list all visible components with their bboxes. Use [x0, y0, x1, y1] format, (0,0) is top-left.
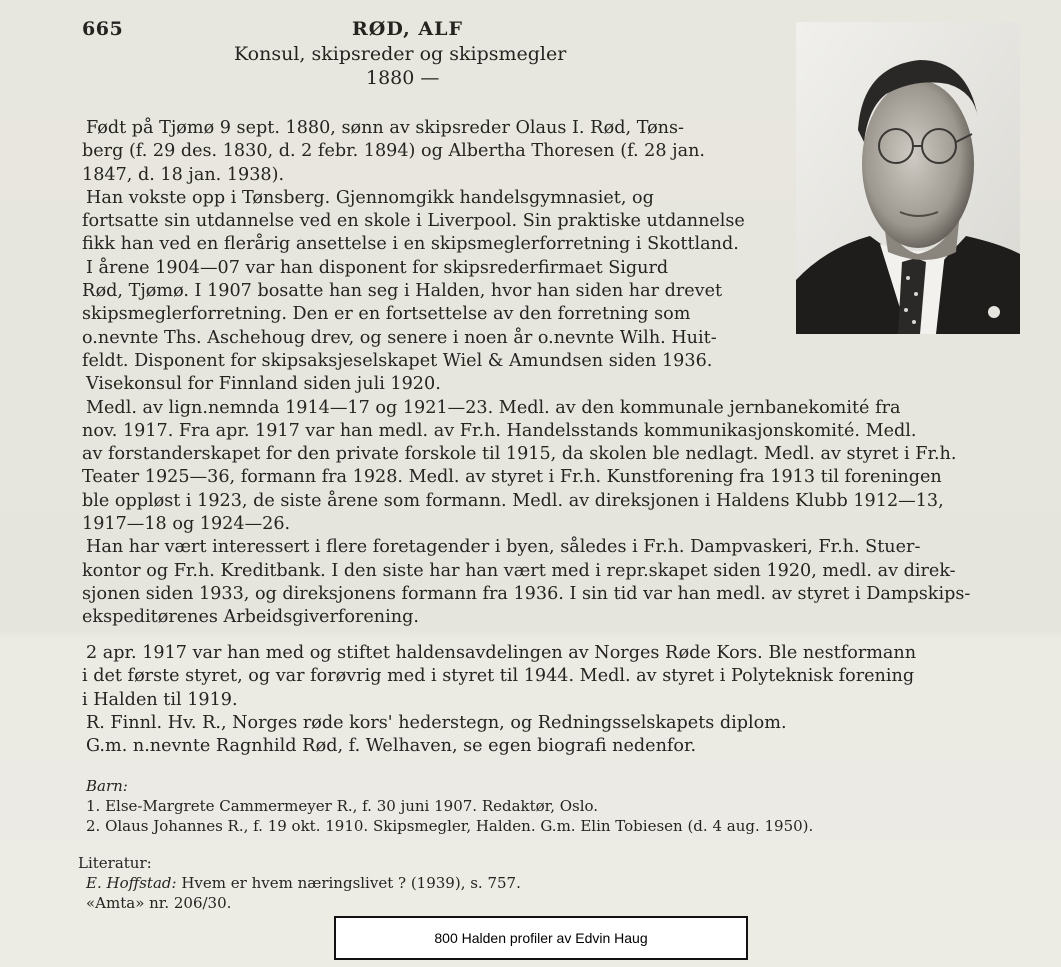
bio-line: Rød, Tjømø. I 1907 bosatte han seg i Halden, hvor han siden har drevet	[82, 281, 723, 302]
bio-line: I årene 1904—07 var han disponent for skipsrederfirmaet Sigurd	[86, 257, 669, 278]
entry-number: 665	[82, 18, 124, 40]
entry-name: RØD, ALF	[352, 18, 463, 40]
bio-line: Medl. av lign.nemnda 1914—17 og 1921—23. Medl. av den kommunale jernbanekomité fra	[86, 397, 901, 418]
bio-line: feldt. Disponent for skipsaksjeselskapet Wiel & Amundsen siden 1936.	[82, 350, 713, 371]
bio-line: ekspeditørenes Arbeidsgiverforening.	[82, 607, 419, 628]
bio-line: kontor og Fr.h. Kreditbank. I den siste har han vært med i repr.skapet siden 1920, medl. av direk-	[82, 560, 956, 581]
bio-line: Han har vært interessert i flere foretagender i byen, således i Fr.h. Dampvaskeri, Fr.h. Stuer-	[86, 537, 921, 558]
children-heading: Barn:	[86, 777, 128, 795]
bio-line: 1917—18 og 1924—26.	[82, 514, 291, 535]
bio-line: nov. 1917. Fra apr. 1917 var han medl. av Fr.h. Handelsstands kommunikasjonskomité. Medl.	[82, 420, 917, 441]
bio-line: G.m. n.nevnte Ragnhild Rød, f. Welhaven, se egen biografi nedenfor.	[86, 736, 697, 757]
literature-ref-1	[86, 873, 521, 893]
literature-work: Hvem er hvem næringslivet ? (1939), s. 757.	[176, 874, 521, 892]
child-entry: 2. Olaus Johannes R., f. 19 okt. 1910. Skipsmegler, Halden. G.m. Elin Tobiesen (d. 4 aug. 1950).	[86, 817, 814, 835]
bio-line: Han vokste opp i Tønsberg. Gjennomgikk handelsgymnasiet, og	[86, 187, 654, 208]
bio-line: Født på Tjømø 9 sept. 1880, sønn av skipsreder Olaus I. Rød, Tøns-	[86, 118, 684, 138]
bio-line: Visekonsul for Finnland siden juli 1920.	[86, 374, 441, 395]
biography-text-continued	[82, 642, 1032, 758]
bio-line: Teater 1925—36, formann fra 1928. Medl. av styret i Fr.h. Kunstforening fra 1913 til foreningen	[82, 467, 942, 488]
bio-line: av forstanderskapet for den private forskole til 1915, da skolen ble nedlagt. Medl. av styret i Fr.h.	[82, 444, 957, 465]
bio-line: 2 apr. 1917 var han med og stiftet haldensavdelingen av Norges Røde Kors. Ble nestformann	[86, 643, 917, 663]
bio-line: skipsmeglerforretning. Den er en fortsettelse av den forretning som	[82, 304, 691, 325]
bio-line: fikk han ved en flerårig ansettelse i en skipsmeglerforretning i Skottland.	[82, 234, 739, 255]
bio-line: R. Finnl. Hv. R., Norges røde kors' hederstegn, og Redningsselskapets diplom.	[86, 712, 787, 733]
entry-years: 1880 —	[366, 67, 440, 89]
bio-line: i det første styret, og var forøvrig med i styret til 1944. Medl. av styret i Polyteknisk forening	[82, 666, 915, 687]
bio-line: ble oppløst i 1923, de siste årene som formann. Medl. av direksjonen i Haldens Klubb 1912—13,	[82, 490, 944, 511]
bio-line: i Halden til 1919.	[82, 689, 238, 710]
literature-heading: Literatur:	[78, 854, 152, 872]
biography-text	[82, 117, 1032, 630]
bio-line: berg (f. 29 des. 1830, d. 2 febr. 1894) og Albertha Thoresen (f. 28 jan.	[82, 141, 705, 162]
bio-line: o.nevnte Ths. Aschehoug drev, og senere i noen år o.nevnte Wilh. Huit-	[82, 327, 717, 348]
bio-line: sjonen siden 1933, og direksjonens formann fra 1936. I sin tid var han medl. av styret i Dampskips-	[82, 583, 971, 604]
literature-author: E. Hoffstad:	[86, 874, 177, 892]
caption-box: 800 Halden profiler av Edvin Haug	[334, 916, 748, 960]
bio-line: 1847, d. 18 jan. 1938).	[82, 164, 285, 185]
literature-ref-2: «Amta» nr. 206/30.	[86, 894, 232, 912]
child-entry: 1. Else-Margrete Cammermeyer R., f. 30 juni 1907. Redaktør, Oslo.	[86, 797, 599, 815]
entry-subtitle: Konsul, skipsreder og skipsmegler	[234, 43, 567, 65]
bio-line: fortsatte sin utdannelse ved en skole i Liverpool. Sin praktiske utdannelse	[82, 211, 745, 232]
